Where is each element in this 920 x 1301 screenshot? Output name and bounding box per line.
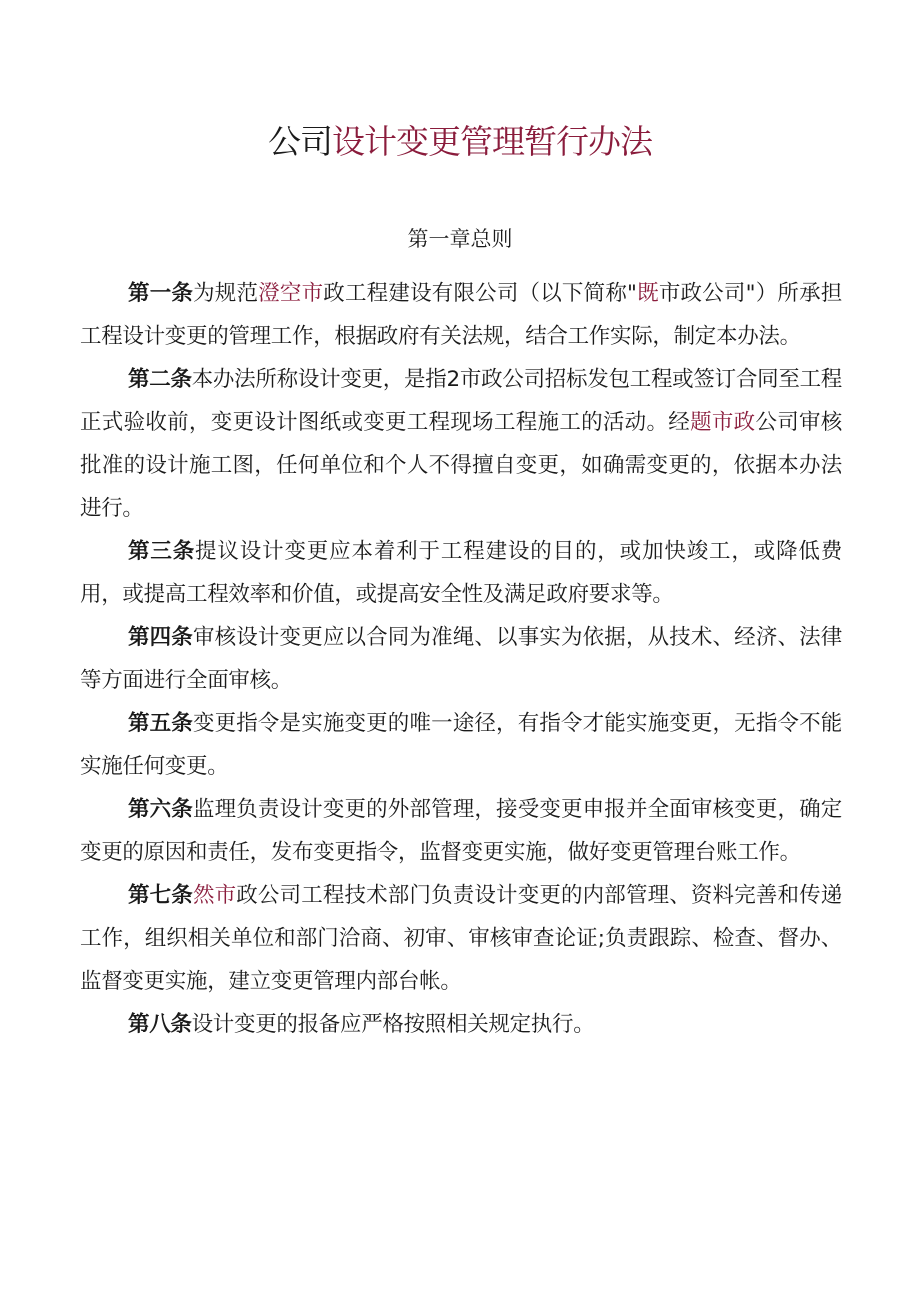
article-text: 为规范 [193, 281, 259, 306]
article-label: 第八条 [128, 1012, 192, 1037]
article-label: 第三条 [128, 539, 196, 564]
article-text: 政工程建设有限公司（以下简称" [323, 281, 637, 306]
article-5 [80, 702, 842, 788]
article-text: 审核设计变更应以合同为准绳、以事实为依据，从技术、经济、法律等方面进行全面审核。 [80, 625, 842, 693]
article-text: 设计变更的报备应严格按照相关规定执行。 [191, 1012, 595, 1037]
document-body [80, 272, 842, 1046]
article-text: 政公司工程技术部门负责设计变更的内部管理、资料完善和传递工作，组织相关单位和部门洽商、初审、审核审查论证;负责跟踪、检查、督办、监督变更实施，建立变更管理内部台帐。 [80, 883, 842, 994]
article-text: 市政公司"）所承担工程设计变更的管理工作，根据政府有关法规，结合工作实际，制定本办法。 [80, 281, 842, 349]
title-prefix: 公司 [268, 122, 332, 161]
article-4 [80, 616, 842, 702]
highlight-text: 题市政 [690, 410, 756, 435]
article-label: 第二条 [128, 367, 192, 392]
article-label: 第六条 [128, 797, 193, 822]
highlight-text: 然市 [192, 883, 237, 908]
article-3 [80, 530, 842, 616]
article-label: 第四条 [128, 625, 193, 650]
highlight-text: 澄空市 [258, 281, 324, 306]
highlight-text: 既 [636, 281, 659, 306]
article-6 [80, 788, 842, 874]
article-label: 第七条 [128, 883, 193, 908]
article-1 [80, 272, 842, 358]
document-title [0, 118, 920, 166]
article-text: 变更指令是实施变更的唯一途径，有指令才能实施变更，无指令不能实施任何变更。 [80, 711, 842, 779]
article-2 [80, 358, 842, 530]
article-text: 本办法所称设计变更，是指2市政公司招标发包工程或签订合同至工程正式验收前，变更设计图纸或变更工程现场工程施工的活动。经 [80, 367, 842, 435]
article-7 [80, 874, 842, 1003]
article-text: 公司审核批准的设计施工图，任何单位和个人不得擅自变更，如确需变更的，依据本办法进行。 [80, 410, 843, 521]
title-highlight: 设计变更管理暂行办法 [332, 122, 652, 161]
article-8 [80, 1003, 842, 1046]
article-text: 监理负责设计变更的外部管理，接受变更申报并全面审核变更，确定变更的原因和责任，发布变更指令，监督变更实施，做好变更管理台账工作。 [80, 797, 842, 865]
article-label: 第五条 [128, 711, 193, 736]
chapter-heading: 第一章总则 [407, 227, 513, 251]
article-text: 提议设计变更应本着利于工程建设的目的，或加快竣工，或降低费用，或提高工程效率和价值，或提高安全性及满足政府要求等。 [80, 539, 842, 607]
article-label: 第一条 [128, 281, 194, 306]
